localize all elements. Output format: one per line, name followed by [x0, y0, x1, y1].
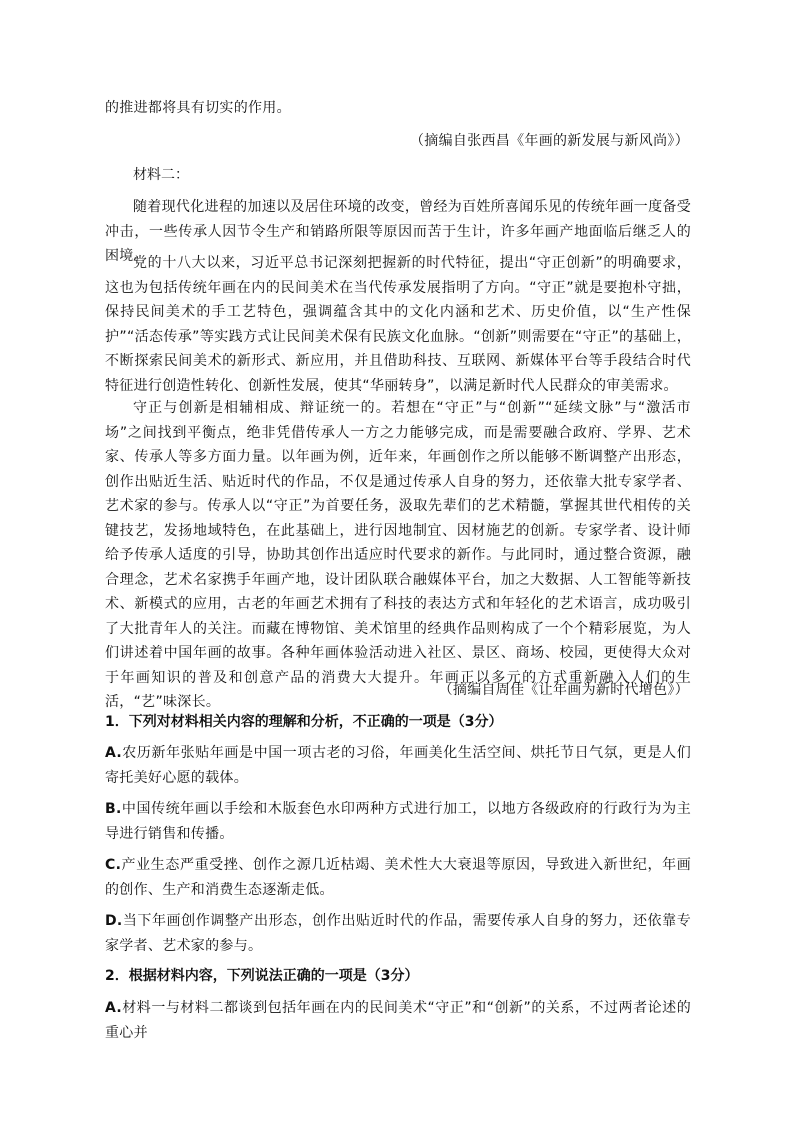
option-text: 材料一与材料二都谈到包括年画在内的民间美术“守正”和“创新”的关系，不过两者论述的重心并	[105, 1000, 691, 1041]
question-1-option-b	[105, 797, 691, 846]
option-text: 产业生态严重受挫、创作之源几近枯竭、美术性大大衰退等原因，导致进入新世纪，年画的创作、生产和消费生态逐渐走低。	[105, 857, 691, 898]
question-1-option-c	[105, 853, 691, 902]
option-text: 农历新年张贴年画是中国一项古老的习俗，年画美化生活空间、烘托节日气氛，更是人们寄托美好心愿的载体。	[105, 745, 691, 786]
question-2-option-a	[105, 996, 691, 1045]
question-1-option-a	[105, 741, 691, 790]
material-two-heading: 材料二：	[133, 167, 189, 183]
question-1-option-d	[105, 909, 691, 958]
paragraph-3: 守正与创新是相辅相成、辩证统一的。若想在“守正”与“创新”“延续文脉”与“激活市场”之间找到平衡点，绝非凭借传承人一方之力能够完成，而是需要融合政府、学界、艺术家、传承人等多方面力量。以年画为例，近年来，年画创作之所以能够不断调整产出形态，创作出贴近生活、贴近时代的作品，不仅是通过传承人自身的努力，还依靠大批专家学者、艺术家的参与。传承人以“守正”为首要任务，汲取先辈们的艺术精髓，掌握其世代相传的关键技艺，发扬地域特色，在此基础上，进行因地制宜、因材施艺的创新。专家学者、设计师给予传承人适度的引导，协助其创作出适应时代要求的新作。与此同时，通过整合资源，融合理念，艺术名家携手年画产地，设计团队联合融媒体平台，加之大数据、人工智能等新技术、新模式的应用，古老的年画艺术拥有了科技的表达方式和年轻化的艺术语言，成功吸引了大批青年人的关注。而藏在博物馆、美术馆里的经典作品则构成了一个个精彩展览，为人们讲述着中国年画的故事。各种年画体验活动进入社区、景区、商场、校园，更使得大众对于年画知识的普及和创意产品的消费大大提升。年画正以多元的方式重新融入人们的生活，“艺”味深长。	[105, 400, 691, 710]
source-citation-2: （摘编自周佳《让年画为新时代增色》）	[438, 682, 689, 698]
source-citation-1: （摘编自张西昌《年画的新发展与新风尚》）	[410, 133, 689, 149]
question-2-stem: 2．根据材料内容，下列说法正确的一项是（3分）	[105, 968, 419, 984]
option-label: D.	[105, 913, 123, 929]
option-label: A.	[105, 1000, 123, 1016]
question-1-stem: 1．下列对材料相关内容的理解和分析，不正确的一项是（3分）	[105, 714, 503, 730]
paragraph-1: 随着现代化进程的加速以及居住环境的改变，曾经为百姓所喜闻乐见的传统年画一度备受冲击，一些传承人因节令生产和销路所限等原因而苦于生计，许多年画产地面临后继乏人的困境。	[105, 199, 691, 264]
continuation-line: 的推进都将具有切实的作用。	[105, 100, 291, 116]
option-label: A.	[105, 745, 123, 761]
option-text: 中国传统年画以手绘和木版套色水印两种方式进行加工，以地方各级政府的行政行为为主导进行销售和传播。	[105, 801, 691, 842]
paragraph-2: 党的十八大以来，习近平总书记深刻把握新的时代特征，提出“守正创新”的明确要求，这也为包括传统年画在内的民间美术在当代传承发展指明了方向。“守正”就是要抱朴守拙，保持民间美术的手工艺特色，强调蕴含其中的文化内涵和艺术、历史价值，以“生产性保护”“活态传承”等实践方式让民间美术保有民族文化血脉。“创新”则需要在“守正”的基础上，不断探索民间美术的新形式、新应用，并且借助科技、互联网、新媒体平台等手段结合时代特征进行创造性转化、创新性发展，使其“华丽转身”，以满足新时代人民群众的审美需求。	[105, 255, 691, 394]
option-text: 当下年画创作调整产出形态，创作出贴近时代的作品，需要传承人自身的努力，还依靠专家学者、艺术家的参与。	[105, 913, 691, 954]
option-label: C.	[105, 857, 122, 873]
option-label: B.	[105, 801, 122, 817]
